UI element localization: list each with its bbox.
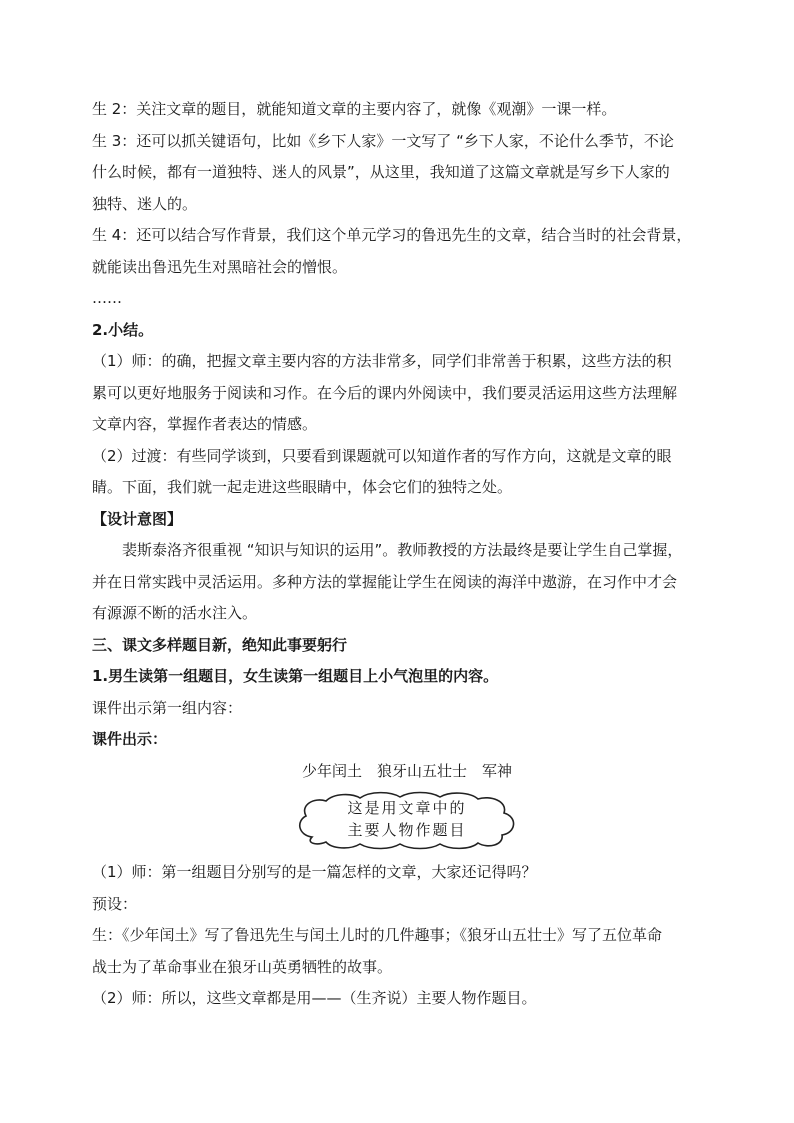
courseware-label: 课件出示： [92,730,168,748]
bubble-line-1: 这是用文章中的 [347,799,467,817]
bubble-text [294,797,520,841]
design-intent-heading: 【设计意图】 [92,509,183,528]
text-line: 文章内容，掌握作者表达的情感。 [92,415,318,433]
text-line: 生：《少年闰土》写了鲁迅先生与闰土儿时的几件趣事；《狼牙山五壮士》写了五位革命 [92,926,663,944]
text-line: 什么时候，都有一道独特、迷人的风景”，从这里，我知道了这篇文章就是写乡下人家的 [92,163,670,181]
text-line: 睛。下面，我们就一起走进这些眼睛中，体会它们的独特之处。 [92,478,513,496]
section-heading-three: 三、课文多样题目新，绝知此事要躬行 [92,635,348,654]
subsection-heading: 1.男生读第一组题目，女生读第一组题目上小气泡里的内容。 [92,667,499,685]
text-line: （1）师：第一组题目分别写的是一篇怎样的文章，大家还记得吗？ [92,863,537,881]
text-line: 累可以更好地服务于阅读和习作。在今后的课内外阅读中，我们要灵活运用这些方法理解 [92,383,678,402]
text-line: （2）师：所以，这些文章都是用——（生齐说）主要人物作题目。 [92,989,537,1007]
speech-bubble [92,791,722,855]
text-line: 就能读出鲁迅先生对黑暗社会的憎恨。 [92,257,348,276]
title-group-line: 少年闰土 狼牙山五壮士 军神 [301,761,512,780]
text-line: 预设： [92,894,138,913]
text-line: 生 3：还可以抓关键语句，比如《乡下人家》一文写了 “乡下人家，不论什么季节，不论 [92,131,674,150]
text-line: （2）过渡：有些同学谈到，只要看到课题就可以知道作者的写作方向，这就是文章的眼 [92,446,672,465]
document-page [92,94,722,1015]
text-line: 独特、迷人的。 [92,194,198,213]
text-line: （1）师：的确，把握文章主要内容的方法非常多，同学们非常善于积累，这些方法的积 [92,352,672,370]
section-heading-summary: 2.小结。 [92,320,154,339]
text-line: 生 4：还可以结合写作背景，我们这个单元学习的鲁迅先生的文章，结合当时的社会背景， [92,226,692,244]
text-line: 生 2：关注文章的题目，就能知道文章的主要内容了，就像《观潮》一课一样。 [92,100,617,118]
text-line: 并在日常实践中灵活运用。多种方法的掌握能让学生在阅读的海洋中遨游，在习作中才会 [92,572,678,591]
text-line: 裴斯泰洛齐很重视 “知识与知识的运用”。教师教授的方法最终是要让学生自己掌握， [122,541,683,559]
text-line: 战士为了革命事业在狼牙山英勇牺牲的故事。 [92,957,393,976]
ellipsis-line: …… [92,289,122,307]
bubble-line-2: 主要人物作题目 [347,821,467,839]
text-line: 课件出示第一组内容： [92,698,243,717]
text-line: 有源源不断的活水注入。 [92,604,258,622]
